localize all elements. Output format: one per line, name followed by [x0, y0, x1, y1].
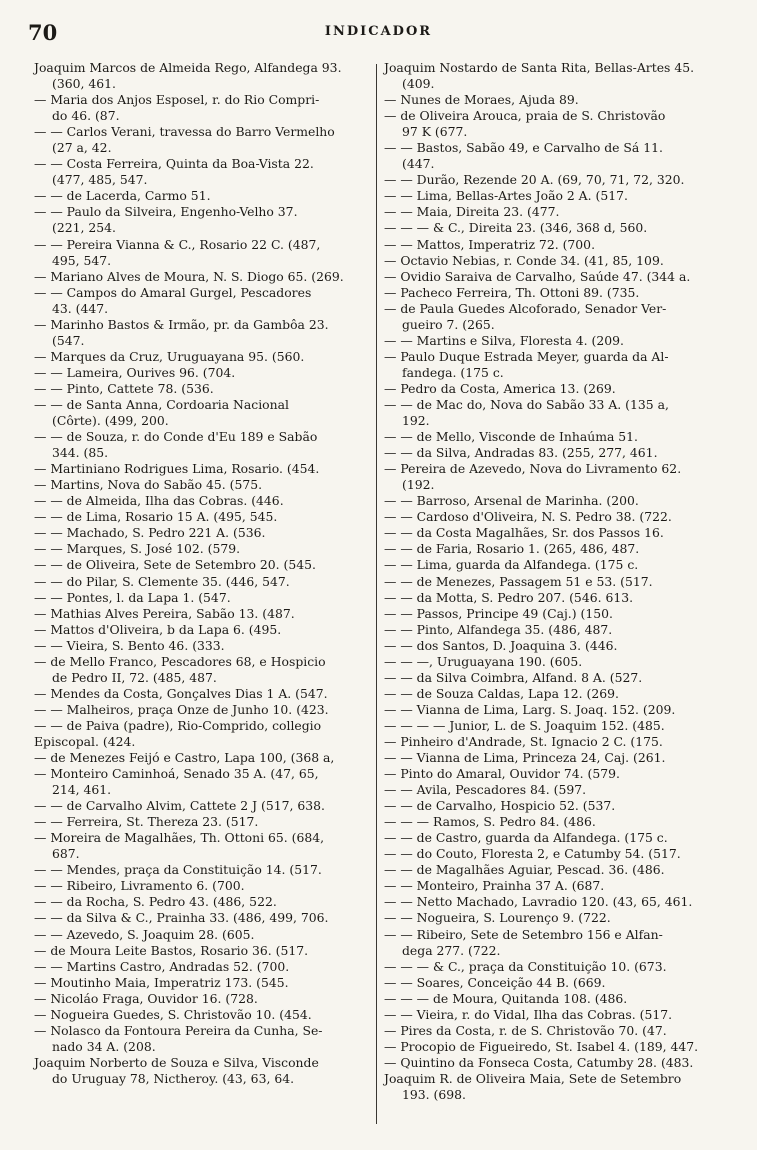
directory-line: — — Netto Machado, Lavradio 120. (43, 65, 461. — [384, 894, 693, 910]
directory-line: — Marinho Bastos & Irmão, pr. da Gambôa 23. — [34, 316, 329, 332]
directory-line: 495, 547. — [52, 252, 112, 268]
directory-line: — de Paula Guedes Alcoforado, Senador Ver- — [384, 300, 667, 316]
directory-line: — — Pontes, l. da Lapa 1. (547. — [34, 589, 231, 605]
directory-line: — — de Paiva (padre), Rio-Comprido, collegio — [34, 717, 322, 733]
directory-line: — Mariano Alves de Moura, N. S. Diogo 65. (269. — [34, 268, 344, 284]
directory-line: — — de Castro, guarda da Alfandega. (175 c. — [384, 830, 668, 846]
directory-line: de Pedro II, 72. (485, 487. — [52, 669, 217, 685]
directory-line: — Moutinho Maia, Imperatriz 173. (545. — [34, 974, 289, 990]
directory-line: (360, 461. — [52, 76, 116, 92]
directory-line: — Procopio de Figueiredo, St. Isabel 4. (189, 447. — [384, 1038, 699, 1054]
directory-line: — Nunes de Moraes, Ajuda 89. — [384, 92, 579, 108]
directory-line: 43. (447. — [52, 300, 109, 316]
directory-line: — Mendes da Costa, Gonçalves Dias 1 A. (547. — [34, 685, 328, 701]
directory-line: 214, 461. — [52, 782, 112, 798]
directory-line: — — de Carvalho Alvim, Cattete 2 J (517, 638. — [34, 798, 325, 814]
directory-line: — — Barroso, Arsenal de Marinha. (200. — [384, 493, 639, 509]
directory-line: — — de Santa Anna, Cordoaria Nacional — [34, 396, 289, 412]
directory-line: — — Cardoso d'Oliveira, N. S. Pedro 38. (722. — [384, 509, 672, 525]
directory-line: 193. (698. — [402, 1087, 466, 1102]
page-number: 70 — [28, 20, 58, 45]
directory-line: nado 34 A. (208. — [52, 1038, 156, 1054]
directory-line: — — Machado, S. Pedro 221 A. (536. — [34, 525, 266, 541]
directory-line: — de Mello Franco, Pescadores 68, e Hospicio — [34, 653, 326, 669]
directory-line: — — Malheiros, praça Onze de Junho 10. (423. — [34, 701, 329, 717]
directory-line: — — de Mello, Visconde de Inhaúma 51. — [384, 429, 638, 445]
directory-line: — Nolasco da Fontoura Pereira da Cunha, Se- — [34, 1022, 323, 1038]
directory-line: — — Bastos, Sabão 49, e Carvalho de Sá 11. — [384, 140, 663, 156]
directory-line: — — — & C., Direita 23. (346, 368 d, 560. — [384, 220, 648, 236]
directory-line: — — Marques, S. José 102. (579. — [34, 541, 241, 557]
directory-line: — Nicoláo Fraga, Ouvidor 16. (728. — [34, 990, 258, 1006]
directory-line: — — da Silva Coimbra, Alfand. 8 A. (527. — [384, 669, 643, 685]
directory-line: 344. (85. — [52, 445, 109, 461]
directory-line: do 46. (87. — [52, 108, 120, 124]
directory-line: — — de Menezes, Passagem 51 e 53. (517. — [384, 573, 653, 589]
directory-line: — — Lameira, Ourives 96. (704. — [34, 364, 236, 380]
directory-line: — — Pereira Vianna & C., Rosario 22 C. (487, — [34, 236, 321, 252]
directory-line: — — de Souza, r. do Conde d'Eu 189 e Sabão — [34, 429, 318, 445]
directory-line: — — Pinto, Alfandega 35. (486, 487. — [384, 621, 613, 637]
directory-line: — — Mattos, Imperatriz 72. (700. — [384, 236, 596, 252]
directory-line: — — — Ramos, S. Pedro 84. (486. — [384, 814, 596, 830]
directory-line: (Côrte). (499, 200. — [52, 413, 169, 429]
directory-line: do Uruguay 78, Nictheroy. (43, 63, 64. — [52, 1070, 295, 1086]
directory-line: Joaquim Marcos de Almeida Rego, Alfandega 93. — [34, 60, 342, 75]
directory-line: — Martins, Nova do Sabão 45. (575. — [34, 477, 263, 493]
directory-line: — Pacheco Ferreira, Th. Ottoni 89. (735. — [384, 284, 640, 300]
directory-line: — — Lima, guarda da Alfandega. (175 c. — [384, 557, 639, 573]
directory-line: — — Paulo da Silveira, Engenho-Velho 37. — [34, 204, 298, 220]
directory-line: — — Soares, Conceição 44 B. (669. — [384, 974, 606, 990]
directory-line: — Nogueira Guedes, S. Christovão 10. (454. — [34, 1006, 312, 1022]
directory-line: — — Martins Castro, Andradas 52. (700. — [34, 958, 290, 974]
left-column — [34, 60, 372, 1087]
directory-line: — Maria dos Anjos Esposel, r. do Rio Compri- — [34, 92, 320, 108]
directory-line: Joaquim Nostardo de Santa Rita, Bellas-Artes 45. — [384, 60, 695, 75]
directory-line: — Marques da Cruz, Uruguayana 95. (560. — [34, 348, 305, 364]
directory-line: — — Vianna de Lima, Princeza 24, Caj. (261. — [384, 750, 666, 766]
directory-line: — — de Mac do, Nova do Sabão 33 A. (135 a, — [384, 396, 669, 412]
directory-line: — Pereira de Azevedo, Nova do Livramento 62. — [384, 461, 682, 477]
directory-line: Joaquim Norberto de Souza e Silva, Visconde — [34, 1054, 319, 1070]
directory-line: — — Pinto, Cattete 78. (536. — [34, 380, 214, 396]
directory-line: — — — — Junior, L. de S. Joaquim 152. (485. — [384, 717, 665, 733]
directory-line: — — Nogueira, S. Lourenço 9. (722. — [384, 910, 611, 926]
directory-line: dega 277. (722. — [402, 942, 501, 958]
directory-line: — — do Couto, Floresta 2, e Catumby 54. (517. — [384, 846, 681, 862]
directory-line: — — do Pilar, S. Clemente 35. (446, 547. — [34, 573, 290, 589]
directory-line: — — dos Santos, D. Joaquina 3. (446. — [384, 637, 618, 653]
directory-line: — Ovidio Saraiva de Carvalho, Saúde 47. (344 a. — [384, 268, 691, 284]
directory-line: — — de Souza Caldas, Lapa 12. (269. — [384, 685, 619, 701]
directory-line: — — Azevedo, S. Joaquim 28. (605. — [34, 926, 255, 942]
directory-line: — — Ribeiro, Livramento 6. (700. — [34, 878, 245, 894]
directory-line: — — de Oliveira, Sete de Setembro 20. (545. — [34, 557, 316, 573]
directory-line: — — Vieira, S. Bento 46. (333. — [34, 637, 225, 653]
directory-line: — Paulo Duque Estrada Meyer, guarda da Al- — [384, 348, 669, 364]
directory-line: — — Costa Ferreira, Quinta da Boa-Vista 22. — [34, 156, 314, 172]
directory-line: 687. — [52, 846, 80, 862]
running-title: INDICADOR — [324, 24, 433, 39]
directory-line: — — da Motta, S. Pedro 207. (546. 613. — [384, 589, 634, 605]
directory-line: — Mattos d'Oliveira, b da Lapa 6. (495. — [34, 621, 282, 637]
directory-line: 192. — [402, 413, 430, 429]
directory-line: — — Mendes, praça da Constituição 14. (517. — [34, 862, 322, 878]
directory-line: — — Durão, Rezende 20 A. (69, 70, 71, 72, 320. — [384, 172, 685, 188]
right-column — [384, 60, 722, 1103]
directory-line: — — Monteiro, Prainha 37 A. (687. — [384, 878, 605, 894]
directory-line: — — da Silva, Andradas 83. (255, 277, 461. — [384, 445, 658, 461]
directory-line: — — —, Uruguayana 190. (605. — [384, 653, 583, 669]
directory-line: — — Maia, Direita 23. (477. — [384, 204, 560, 220]
directory-line: — — Passos, Principe 49 (Caj.) (150. — [384, 605, 613, 621]
directory-line: — — de Almeida, Ilha das Cobras. (446. — [34, 493, 284, 509]
directory-line: — — Campos do Amaral Gurgel, Pescadores — [34, 284, 312, 300]
directory-line: — de Oliveira Arouca, praia de S. Christovão — [384, 108, 666, 124]
directory-line: — — da Rocha, S. Pedro 43. (486, 522. — [34, 894, 277, 910]
directory-line: — Martiniano Rodrigues Lima, Rosario. (454. — [34, 461, 320, 477]
directory-line: (192. — [402, 477, 435, 493]
directory-line: — Monteiro Caminhoá, Senado 35 A. (47, 65, — [34, 766, 319, 782]
directory-line: — — de Lacerda, Carmo 51. — [34, 188, 211, 204]
directory-columns — [34, 60, 724, 1140]
directory-line: — Pinheiro d'Andrade, St. Ignacio 2 C. (175. — [384, 733, 663, 749]
directory-line: — — da Silva & C., Prainha 33. (486, 499, 706. — [34, 910, 329, 926]
directory-line: — — da Costa Magalhães, Sr. dos Passos 16. — [384, 525, 664, 541]
directory-line: — Quintino da Fonseca Costa, Catumby 28. (483. — [384, 1054, 694, 1070]
directory-line: 97 K (677. — [402, 124, 468, 140]
directory-line: gueiro 7. (265. — [402, 316, 495, 332]
directory-line: — — Martins e Silva, Floresta 4. (209. — [384, 332, 624, 348]
directory-line: — — Lima, Bellas-Artes João 2 A. (517. — [384, 188, 628, 204]
directory-line: — de Moura Leite Bastos, Rosario 36. (517. — [34, 942, 309, 958]
directory-line: — — de Lima, Rosario 15 A. (495, 545. — [34, 509, 278, 525]
directory-line: — — de Carvalho, Hospicio 52. (537. — [384, 798, 616, 814]
directory-line: — Pedro da Costa, America 13. (269. — [384, 380, 616, 396]
directory-line: (447. — [402, 156, 435, 172]
directory-line: (221, 254. — [52, 220, 116, 236]
directory-line: — Pinto do Amaral, Ouvidor 74. (579. — [384, 766, 620, 782]
directory-line: Joaquim R. de Oliveira Maia, Sete de Setembro — [384, 1070, 682, 1086]
directory-line: — — de Magalhães Aguiar, Pescad. 36. (486. — [384, 862, 665, 878]
directory-line: fandega. (175 c. — [402, 364, 504, 380]
directory-line: — — Carlos Verani, travessa do Barro Vermelho — [34, 124, 335, 140]
directory-line: (27 a, 42. — [52, 140, 112, 156]
directory-line: — — Vianna de Lima, Larg. S. Joaq. 152. (209. — [384, 701, 676, 717]
directory-line: — de Menezes Feijó e Castro, Lapa 100, (368 a, — [34, 750, 335, 766]
directory-line: — — — & C., praça da Constituição 10. (673. — [384, 958, 667, 974]
directory-line: — — Ribeiro, Sete de Setembro 156 e Alfan- — [384, 926, 663, 942]
directory-line: (547. — [52, 332, 85, 348]
directory-line: — — Vieira, r. do Vidal, Ilha das Cobras. (517. — [384, 1006, 673, 1022]
directory-line: — Octavio Nebias, r. Conde 34. (41, 85, 109. — [384, 252, 664, 268]
directory-line: — — Avila, Pescadores 84. (597. — [384, 782, 587, 798]
directory-line: (477, 485, 547. — [52, 172, 148, 188]
directory-line: — — Ferreira, St. Thereza 23. (517. — [34, 814, 259, 830]
column-divider — [376, 64, 377, 1124]
directory-line: (409. — [402, 76, 435, 92]
directory-line: — Pires da Costa, r. de S. Christovão 70. (47. — [384, 1022, 667, 1038]
directory-line: — Mathias Alves Pereira, Sabão 13. (487. — [34, 605, 295, 621]
directory-line: — — — de Moura, Quitanda 108. (486. — [384, 990, 628, 1006]
directory-line: — — de Faria, Rosario 1. (265, 486, 487. — [384, 541, 640, 557]
directory-line: Episcopal. (424. — [34, 733, 136, 749]
directory-line: — Moreira de Magalhães, Th. Ottoni 65. (684, — [34, 830, 325, 846]
